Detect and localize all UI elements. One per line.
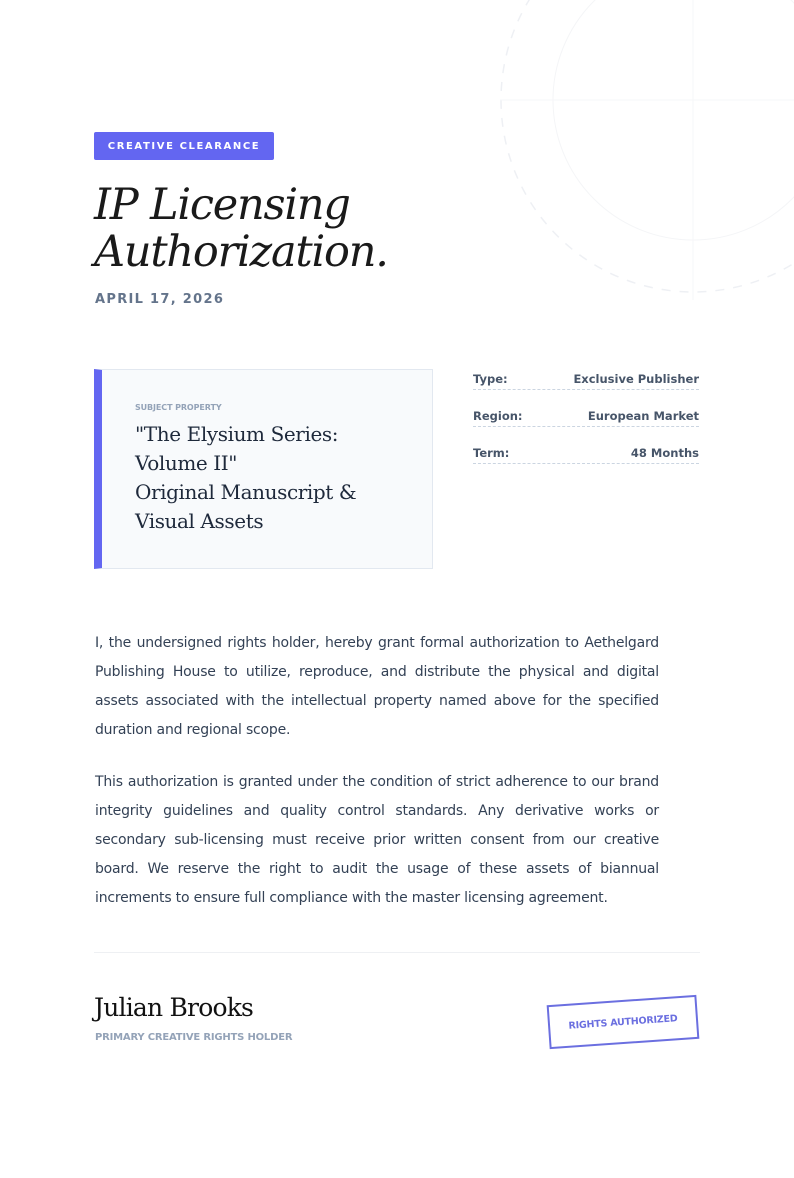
term-value: European Market	[587, 409, 699, 423]
subject-property-label: SUBJECT PROPERTY	[135, 403, 222, 412]
signer-role: PRIMARY CREATIVE RIGHTS HOLDER	[95, 1032, 293, 1043]
signer-name: Julian Brooks	[94, 993, 254, 1022]
term-label: Region:	[473, 409, 523, 423]
term-row-type	[473, 366, 699, 390]
body-paragraph-1: I, the undersigned rights holder, hereby grant formal authorization to Aethelgard Publishing House to utilize, reproduce, and distribute the physical and digital assets associated with the intellectual property named above for the specified duration and regional scope.	[95, 635, 659, 738]
property-title-line: Visual Assets	[135, 509, 264, 533]
term-value: 48 Months	[630, 446, 699, 460]
subject-property-card	[94, 369, 433, 569]
term-label: Type:	[473, 372, 508, 386]
property-title-line: "The Elysium Series:	[135, 422, 339, 446]
license-terms	[473, 366, 699, 477]
term-value: Exclusive Publisher	[573, 372, 699, 386]
document-date: APRIL 17, 2026	[95, 292, 225, 307]
page-title	[94, 182, 494, 276]
category-badge: CREATIVE CLEARANCE	[94, 132, 274, 160]
title-line-1: IP Licensing	[94, 180, 350, 230]
rights-authorized-stamp: RIGHTS AUTHORIZED	[547, 995, 700, 1049]
term-row-region	[473, 403, 699, 427]
subject-property-title	[135, 420, 425, 536]
term-label: Term:	[473, 446, 510, 460]
term-row-term	[473, 440, 699, 464]
property-title-line: Volume II"	[135, 451, 238, 475]
signature-divider	[94, 952, 700, 953]
body-paragraph-2: This authorization is granted under the condition of strict adherence to our brand integrity guidelines and quality control standards. Any derivative works or secondary sub-licensing must receive prior written consent from our creative board. We reserve the right to audit the usage of these assets of biannual increments to ensure full compliance with the master licensing agreement.	[95, 774, 659, 906]
title-line-2: Authorization.	[94, 227, 388, 277]
property-title-line: Original Manuscript &	[135, 480, 357, 504]
